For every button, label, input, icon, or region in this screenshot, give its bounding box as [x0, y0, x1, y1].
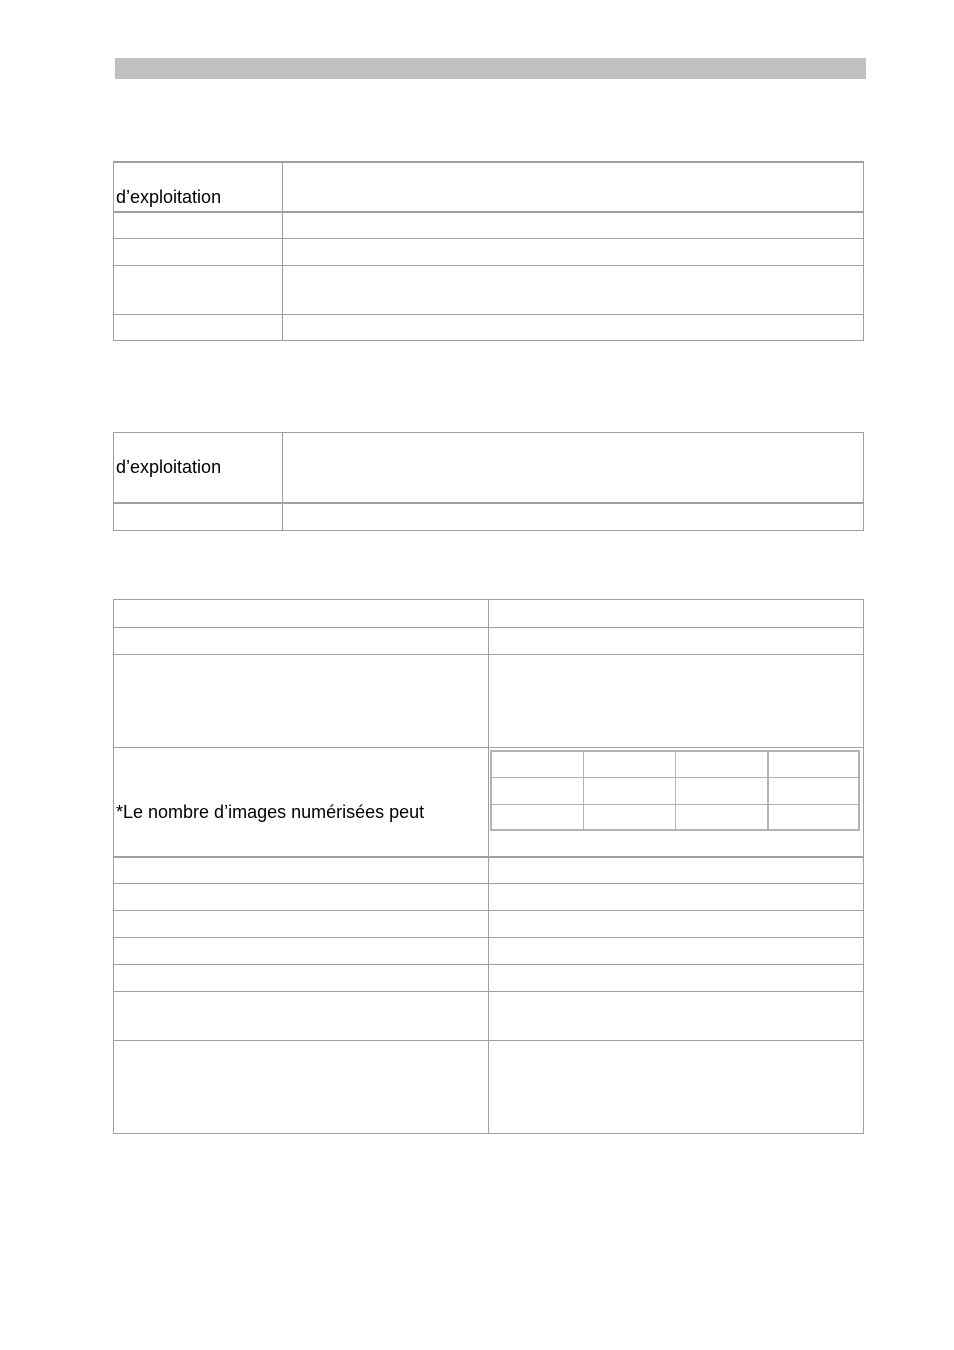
- row-label: d’exploitation: [116, 457, 222, 477]
- sub-column-divider: [675, 752, 676, 829]
- table-row: [114, 433, 863, 502]
- table-row: [114, 163, 863, 211]
- table-row: [114, 265, 863, 314]
- table-row: [114, 964, 863, 991]
- table-row: [114, 627, 863, 654]
- sub-column-divider: [767, 752, 769, 829]
- table-row: [114, 654, 863, 747]
- spec-table-1: [113, 161, 864, 341]
- table-row: [114, 991, 863, 1040]
- table-row: [114, 600, 863, 627]
- table-row: [114, 211, 863, 238]
- sub-column-divider: [583, 752, 584, 829]
- spec-table-2: [113, 432, 864, 531]
- scan-note: *Le nombre d’images numérisées peut: [116, 802, 425, 822]
- table-row: [114, 910, 863, 937]
- spec-table-3: [113, 599, 864, 1134]
- table-row: [114, 883, 863, 910]
- scan-sub-table: [490, 750, 860, 831]
- table-row: [114, 937, 863, 964]
- sub-row-divider: [492, 804, 858, 805]
- table-row: [114, 856, 863, 883]
- table-row: [114, 502, 863, 530]
- table-row: [114, 1040, 863, 1133]
- sub-row-divider: [492, 777, 858, 778]
- row-label: d’exploitation: [116, 187, 222, 207]
- table-row: [114, 238, 863, 265]
- header-bar: [115, 58, 866, 79]
- table-row: [114, 314, 863, 341]
